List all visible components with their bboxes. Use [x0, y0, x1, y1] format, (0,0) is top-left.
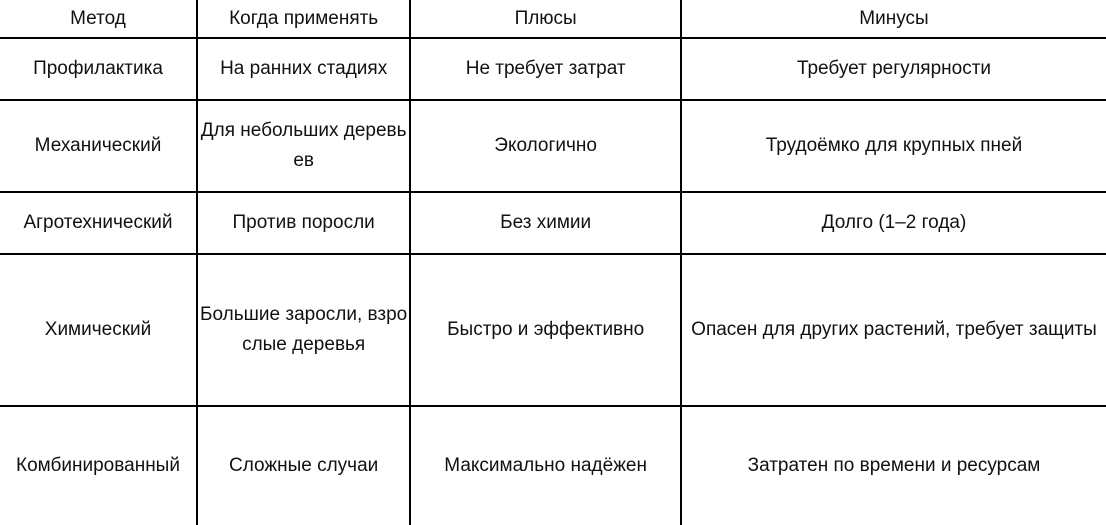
- cell-cons-text: Долго (1–2 года): [821, 212, 967, 233]
- cell-when: На ранних стадиях: [197, 38, 410, 100]
- cell-pros: Не требует затрат: [410, 38, 681, 100]
- cell-method: Комбинированный: [0, 406, 197, 525]
- cell-cons-text: Трудоёмко для крупных пней: [765, 135, 1023, 156]
- table-row: [0, 254, 1106, 406]
- cell-method: Химический: [0, 254, 197, 406]
- cell-pros: Быстро и эффективно: [410, 254, 681, 406]
- table-row: [0, 100, 1106, 192]
- cell-cons: [681, 38, 1106, 100]
- cell-cons: [681, 100, 1106, 192]
- cell-when: Против поросли: [197, 192, 410, 254]
- table-row: [0, 38, 1106, 100]
- cell-cons-text: Затратен по времени и ресурсам: [747, 455, 1041, 476]
- cell-method: Профилактика: [0, 38, 197, 100]
- cell-pros: Экологично: [410, 100, 681, 192]
- cell-when: Большие заросли, взрослые деревья: [197, 254, 410, 406]
- header-when-to-apply: Когда применять: [197, 0, 410, 38]
- header-pros: Плюсы: [410, 0, 681, 38]
- cell-when: Сложные случаи: [197, 406, 410, 525]
- cell-when: Для небольших деревьев: [197, 100, 410, 192]
- cell-cons-text: Опасен для других растений, требует защиты: [691, 319, 1097, 340]
- cell-cons: [681, 192, 1106, 254]
- table-header-row: [0, 0, 1106, 38]
- header-method: Метод: [0, 0, 197, 38]
- table-row: [0, 406, 1106, 525]
- table-row: [0, 192, 1106, 254]
- cell-cons: [681, 254, 1106, 406]
- cell-method: Агротехнический: [0, 192, 197, 254]
- cell-cons: [681, 406, 1106, 525]
- cell-pros: Максимально надёжен: [410, 406, 681, 525]
- cell-cons-text: Требует регулярности: [796, 58, 992, 79]
- cell-pros: Без химии: [410, 192, 681, 254]
- cell-method: Механический: [0, 100, 197, 192]
- header-cons: Минусы: [681, 0, 1106, 38]
